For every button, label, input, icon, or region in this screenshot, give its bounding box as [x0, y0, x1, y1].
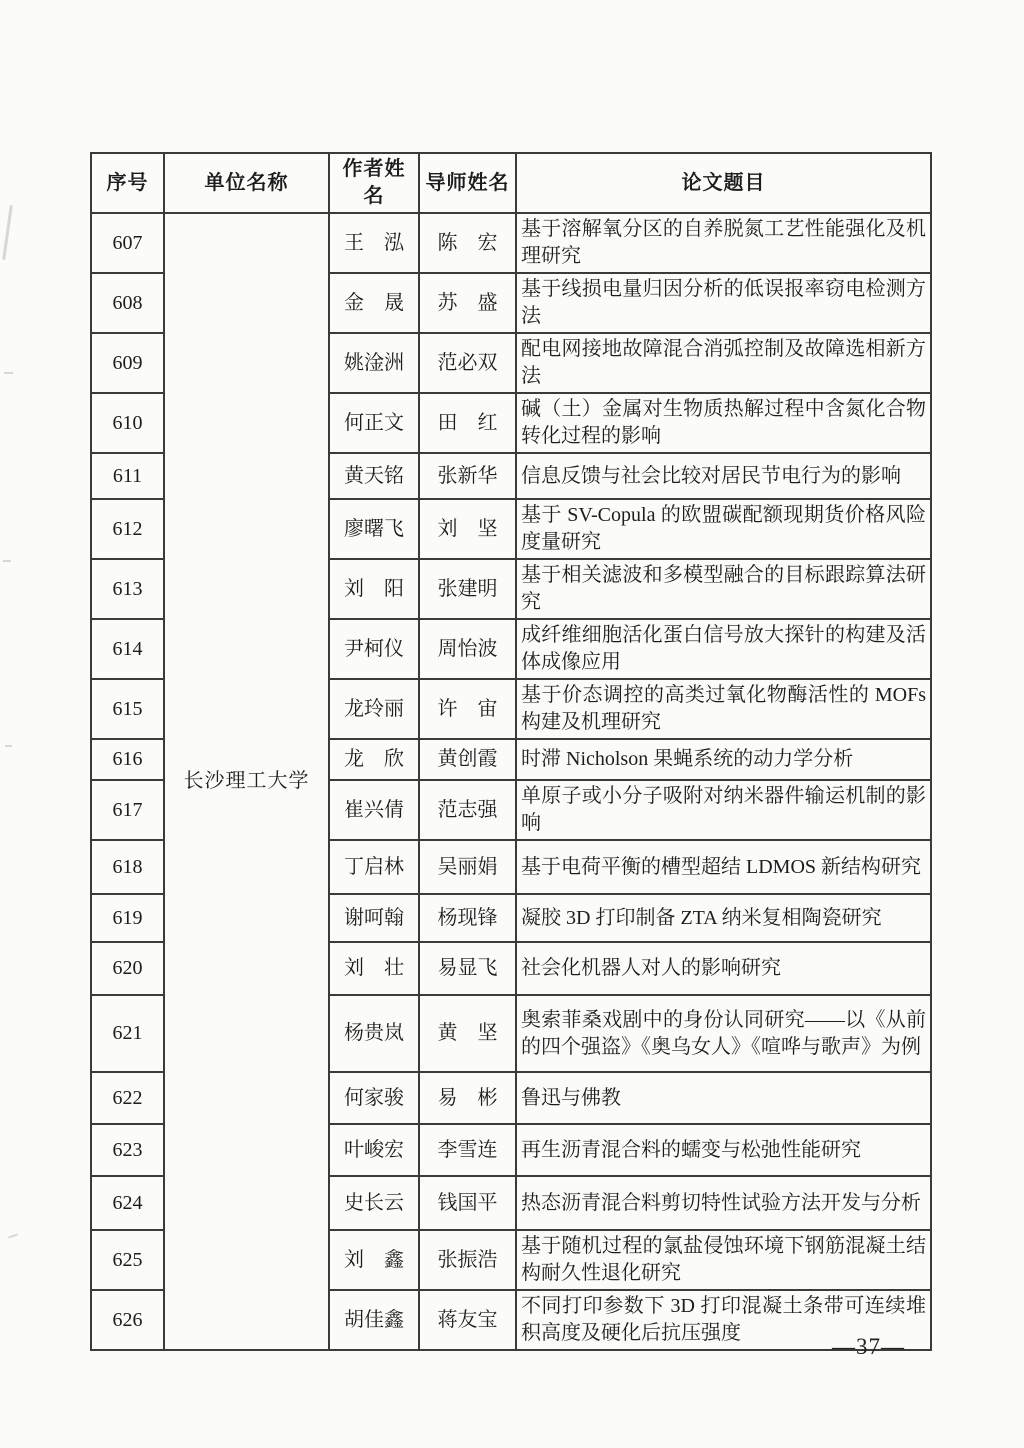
- advisor-name: 易显飞: [419, 942, 516, 995]
- author-name: 丁启林: [329, 840, 419, 894]
- header-serial-number: 序号: [91, 153, 164, 213]
- author-name: 崔兴倩: [329, 780, 419, 840]
- author-name: 龙玲丽: [329, 679, 419, 739]
- row-number: 623: [91, 1124, 164, 1176]
- author-name: 何家骏: [329, 1072, 419, 1124]
- row-number: 617: [91, 780, 164, 840]
- thesis-title: 热态沥青混合料剪切特性试验方法开发与分析: [516, 1176, 931, 1230]
- advisor-name: 李雪连: [419, 1124, 516, 1176]
- thesis-title: 奥索菲桑戏剧中的身份认同研究——以《从前的四个强盗》《奥乌女人》《喧哗与歌声》为例: [516, 995, 931, 1072]
- author-name: 尹柯仪: [329, 619, 419, 679]
- row-number: 613: [91, 559, 164, 619]
- row-number: 607: [91, 213, 164, 273]
- row-number: 618: [91, 840, 164, 894]
- advisor-name: 张建明: [419, 559, 516, 619]
- institution-cell: 长沙理工大学: [164, 213, 329, 1350]
- thesis-title: 凝胶 3D 打印制备 ZTA 纳米复相陶瓷研究: [516, 894, 931, 942]
- scan-artifact: [5, 745, 12, 747]
- row-number: 625: [91, 1230, 164, 1290]
- advisor-name: 张新华: [419, 453, 516, 499]
- thesis-title: 基于线损电量归因分析的低误报率窃电检测方法: [516, 273, 931, 333]
- author-name: 刘 鑫: [329, 1230, 419, 1290]
- author-name: 何正文: [329, 393, 419, 453]
- row-number: 612: [91, 499, 164, 559]
- scan-artifact: [3, 560, 11, 562]
- page-number: —37—: [832, 1334, 905, 1359]
- author-name: 王 泓: [329, 213, 419, 273]
- row-number: 622: [91, 1072, 164, 1124]
- advisor-name: 蒋友宝: [419, 1290, 516, 1350]
- row-number: 620: [91, 942, 164, 995]
- thesis-table: [90, 152, 932, 1351]
- row-number: 624: [91, 1176, 164, 1230]
- row-number: 610: [91, 393, 164, 453]
- advisor-name: 刘 坚: [419, 499, 516, 559]
- thesis-title: 基于相关滤波和多模型融合的目标跟踪算法研究: [516, 559, 931, 619]
- row-number: 614: [91, 619, 164, 679]
- header-institution: 单位名称: [164, 153, 329, 213]
- thesis-title: 基于溶解氧分区的自养脱氮工艺性能强化及机理研究: [516, 213, 931, 273]
- row-number: 619: [91, 894, 164, 942]
- advisor-name: 许 宙: [419, 679, 516, 739]
- advisor-name: 易 彬: [419, 1072, 516, 1124]
- thesis-title: 单原子或小分子吸附对纳米器件输运机制的影响: [516, 780, 931, 840]
- thesis-title: 碱（土）金属对生物质热解过程中含氮化合物转化过程的影响: [516, 393, 931, 453]
- advisor-name: 黄 坚: [419, 995, 516, 1072]
- thesis-title: 基于随机过程的氯盐侵蚀环境下钢筋混凝土结构耐久性退化研究: [516, 1230, 931, 1290]
- thesis-title: 基于电荷平衡的槽型超结 LDMOS 新结构研究: [516, 840, 931, 894]
- thesis-title: 基于价态调控的高类过氧化物酶活性的 MOFs 构建及机理研究: [516, 679, 931, 739]
- author-name: 刘 阳: [329, 559, 419, 619]
- advisor-name: 苏 盛: [419, 273, 516, 333]
- thesis-title: 配电网接地故障混合消弧控制及故障选相新方法: [516, 333, 931, 393]
- row-number: 621: [91, 995, 164, 1072]
- thesis-title: 不同打印参数下 3D 打印混凝土条带可连续堆积高度及硬化后抗压强度: [516, 1290, 931, 1350]
- advisor-name: 周怡波: [419, 619, 516, 679]
- row-number: 615: [91, 679, 164, 739]
- thesis-title: 成纤维细胞活化蛋白信号放大探针的构建及活体成像应用: [516, 619, 931, 679]
- thesis-title: 时滞 Nicholson 果蝇系统的动力学分析: [516, 739, 931, 780]
- advisor-name: 钱国平: [419, 1176, 516, 1230]
- advisor-name: 田 红: [419, 393, 516, 453]
- header-author-name: 作者姓名: [329, 153, 419, 213]
- header-thesis-title: 论文题目: [516, 153, 931, 213]
- row-number: 616: [91, 739, 164, 780]
- author-name: 龙 欣: [329, 739, 419, 780]
- row-number: 611: [91, 453, 164, 499]
- author-name: 谢呵翰: [329, 894, 419, 942]
- thesis-title: 鲁迅与佛教: [516, 1072, 931, 1124]
- author-name: 杨贵岚: [329, 995, 419, 1072]
- thesis-title: 信息反馈与社会比较对居民节电行为的影响: [516, 453, 931, 499]
- row-number: 608: [91, 273, 164, 333]
- table-header-row: [91, 153, 931, 213]
- advisor-name: 范必双: [419, 333, 516, 393]
- advisor-name: 杨现锋: [419, 894, 516, 942]
- scan-artifact: [2, 205, 13, 260]
- header-advisor-name: 导师姓名: [419, 153, 516, 213]
- thesis-title: 基于 SV-Copula 的欧盟碳配额现期货价格风险度量研究: [516, 499, 931, 559]
- advisor-name: 吴丽娟: [419, 840, 516, 894]
- author-name: 叶峻宏: [329, 1124, 419, 1176]
- advisor-name: 陈 宏: [419, 213, 516, 273]
- row-number: 609: [91, 333, 164, 393]
- author-name: 金 晟: [329, 273, 419, 333]
- thesis-title: 社会化机器人对人的影响研究: [516, 942, 931, 995]
- author-name: 廖曙飞: [329, 499, 419, 559]
- scan-artifact: [8, 1233, 18, 1238]
- scan-artifact: [4, 372, 13, 374]
- author-name: 胡佳鑫: [329, 1290, 419, 1350]
- author-name: 姚淦洲: [329, 333, 419, 393]
- author-name: 黄天铭: [329, 453, 419, 499]
- author-name: 刘 壮: [329, 942, 419, 995]
- advisor-name: 张振浩: [419, 1230, 516, 1290]
- row-number: 626: [91, 1290, 164, 1350]
- author-name: 史长云: [329, 1176, 419, 1230]
- table-row: [91, 213, 931, 273]
- advisor-name: 范志强: [419, 780, 516, 840]
- thesis-title: 再生沥青混合料的蠕变与松弛性能研究: [516, 1124, 931, 1176]
- advisor-name: 黄创霞: [419, 739, 516, 780]
